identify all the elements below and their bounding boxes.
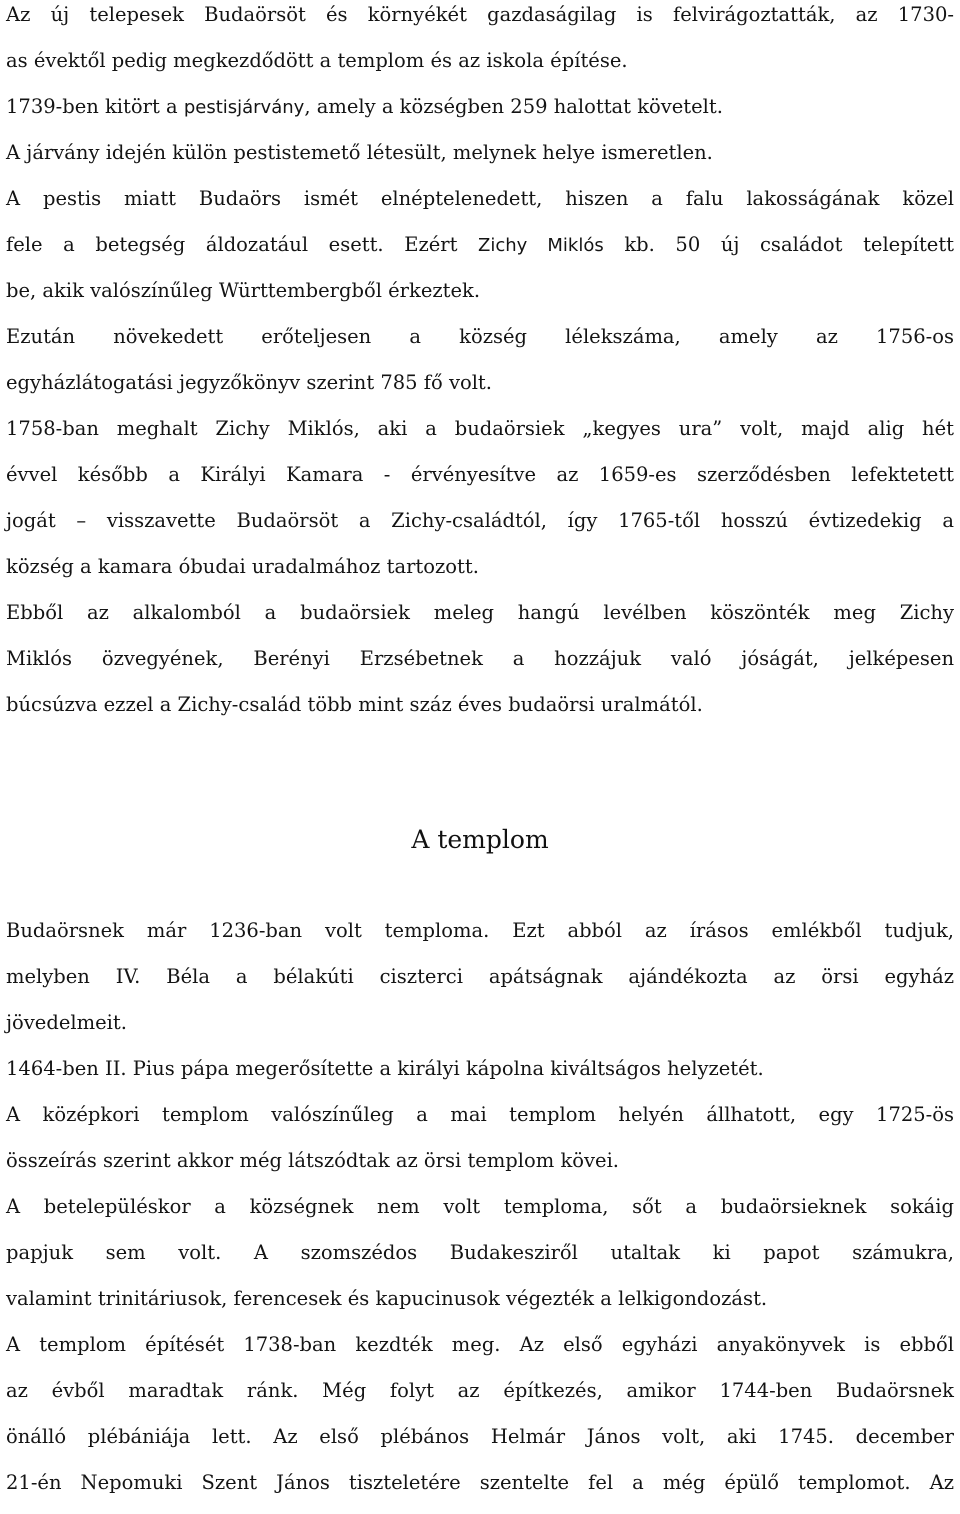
text-span: , amely a községben 259 halottat követelt. bbox=[304, 95, 723, 118]
text-span: fele a betegség áldozatául esett. Ezért bbox=[6, 233, 478, 256]
paragraph-line: jogát – visszavette Budaörsöt a Zichy-családtól, így 1765-től hosszú évtizedekig a bbox=[6, 509, 954, 532]
paragraph-line: be, akik valószínűleg Württembergből érkeztek. bbox=[6, 279, 481, 302]
text-span: 1739-ben kitört a bbox=[6, 95, 184, 118]
text-span: kb. 50 új családot telepített bbox=[603, 233, 954, 256]
paragraph-line: 1464-ben II. Pius pápa megerősítette a királyi kápolna kiváltságos helyzetét. bbox=[6, 1057, 764, 1080]
document-page bbox=[6, 0, 954, 1514]
paragraph-line: önálló plébániája lett. Az első plébános Helmár János volt, aki 1745. december bbox=[6, 1425, 954, 1448]
paragraph-line: Miklós özvegyének, Berényi Erzsébetnek a hozzájuk való jóságát, jelképesen bbox=[6, 647, 954, 670]
section-title: A templom bbox=[411, 825, 549, 854]
paragraph-line bbox=[6, 230, 954, 276]
paragraph-line: Ebből az alkalomból a budaörsiek meleg hangú levélben köszönték meg Zichy bbox=[6, 601, 954, 624]
spacer bbox=[6, 868, 954, 916]
paragraph-line: 21-én Nepomuki Szent János tiszteletére szentelte fel a még épülő templomot. Az bbox=[6, 1471, 954, 1494]
paragraph-line: papjuk sem volt. A szomszédos Budakesziről utaltak ki papot számukra, bbox=[6, 1241, 954, 1264]
paragraph-line: A járvány idején külön pestistemető létesült, melynek helye ismeretlen. bbox=[6, 141, 713, 164]
paragraph-line: melyben IV. Béla a bélakúti ciszterci apátságnak ajándékozta az örsi egyház bbox=[6, 965, 954, 988]
spacer bbox=[6, 736, 954, 812]
paragraph-line: egyházlátogatási jegyzőkönyv szerint 785 fő volt. bbox=[6, 371, 492, 394]
paragraph-line: A templom építését 1738-ban kezdték meg. Az első egyházi anyakönyvek is ebből bbox=[6, 1333, 954, 1356]
paragraph-line: jövedelmeit. bbox=[6, 1011, 127, 1034]
bold-term-pestisjarvany: pestisjárvány bbox=[183, 97, 305, 118]
paragraph-line: A pestis miatt Budaörs ismét elnéptelenedett, hiszen a falu lakosságának közel bbox=[6, 187, 954, 210]
paragraph-line: község a kamara óbudai uradalmához tartozott. bbox=[6, 555, 479, 578]
paragraph-line: A betelepüléskor a községnek nem volt temploma, sőt a budaörsieknek sokáig bbox=[6, 1195, 954, 1218]
paragraph-line: Ezután növekedett erőteljesen a község lélekszáma, amely az 1756-os bbox=[6, 325, 954, 348]
paragraph-line: valamint trinitáriusok, ferencesek és kapucinusok végezték a lelkigondozást. bbox=[6, 1287, 768, 1310]
paragraph-line: as évektől pedig megkezdődött a templom és az iskola építése. bbox=[6, 49, 628, 72]
paragraph-line: Budaörsnek már 1236-ban volt temploma. Ezt abból az írásos emlékből tudjuk, bbox=[6, 919, 954, 942]
paragraph-line: évvel később a Királyi Kamara - érvényesítve az 1659-es szerződésben lefektetett bbox=[6, 463, 954, 486]
bold-term-zichy-miklos: Zichy Miklós bbox=[478, 235, 604, 256]
paragraph-line: Az új telepesek Budaörsöt és környékét gazdaságilag is felvirágoztatták, az 1730- bbox=[6, 3, 954, 26]
paragraph-line: összeírás szerint akkor még látszódtak az örsi templom kövei. bbox=[6, 1149, 620, 1172]
paragraph-line: búcsúzva ezzel a Zichy-család több mint száz éves budaörsi uralmától. bbox=[6, 693, 703, 716]
paragraph-line: A középkori templom valószínűleg a mai templom helyén állhatott, egy 1725-ös bbox=[6, 1103, 954, 1126]
paragraph-line bbox=[6, 92, 954, 138]
paragraph-line: 1758-ban meghalt Zichy Miklós, aki a budaörsiek „kegyes ura” volt, majd alig hét bbox=[6, 417, 954, 440]
paragraph-line: az évből maradtak ránk. Még folyt az építkezés, amikor 1744-ben Budaörsnek bbox=[6, 1379, 954, 1402]
